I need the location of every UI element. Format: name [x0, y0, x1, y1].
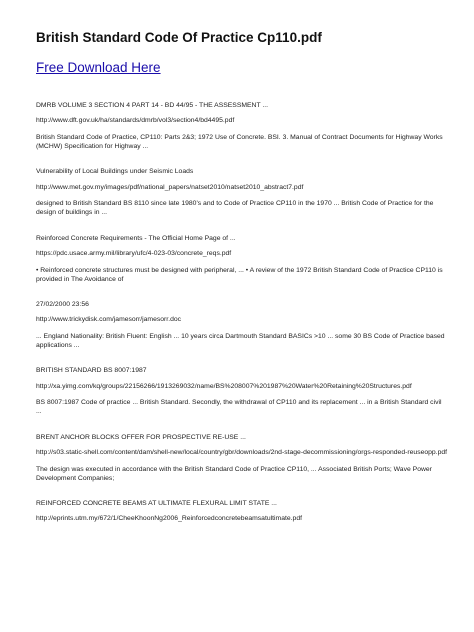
document-title: British Standard Code Of Practice Cp110.pdf — [36, 30, 322, 45]
result-title: REINFORCED CONCRETE BEAMS AT ULTIMATE FLEXURAL LIMIT STATE ... — [36, 499, 277, 507]
result-title: BRITISH STANDARD BS 8007:1987 — [36, 367, 147, 375]
result-entry — [36, 500, 448, 524]
result-description: BS 8007:1987 Code of practice ... British Standard. Secondly, the withdrawal of CP110 and its replacement ... in a British Standard civil ... — [36, 399, 442, 416]
result-url[interactable]: http://xa.yimg.com/kq/groups/22156266/1913269032/name/BS%208007%201987%20Water%20Retaining%20Structures.pdf — [36, 382, 412, 390]
result-url[interactable]: https://pdc.usace.army.mil/library/ufc/4-023-03/concrete_reqs.pdf — [36, 250, 232, 258]
result-title: 27/02/2000 23:56 — [36, 300, 89, 308]
result-description: ... England Nationality: British Fluent: English ... 10 years circa Dartmouth Standard BASICs >10 ... some 30 BS Code of Practice based applications ... — [36, 332, 445, 350]
result-description: designed to British Standard BS 8110 since late 1980's and to Code of Practice CP110 in the 1970 ... British Code of Practice for the design of buildings in ... — [36, 200, 434, 217]
result-entry — [36, 434, 448, 483]
result-description: The design was executed in accordance with the British Standard Code of Practice CP110, ... Associated British Ports; Wave Power Development Companies; — [36, 465, 432, 482]
result-description: British Standard Code of Practice, CP110: Parts 2&3; 1972 Use of Concrete. BSI. 3. Manual of Contract Documents for Highway Works (MCHW) Specification for Highway ... — [36, 133, 443, 151]
result-entry — [36, 235, 448, 284]
result-entry — [36, 367, 448, 416]
result-title: Reinforced Concrete Requirements - The Official Home Page of ... — [36, 234, 236, 242]
result-entry — [36, 102, 448, 151]
result-url[interactable]: http://www.met.gov.my/images/pdf/national_papers/natset2010/natset2010_abstract7.pdf — [36, 183, 304, 191]
result-url[interactable]: http://www.trickydisk.com/jamesorr/jamesorr.doc — [36, 316, 182, 324]
result-entry — [36, 301, 448, 350]
result-title: DMRB VOLUME 3 SECTION 4 PART 14 - BD 44/95 - THE ASSESSMENT ... — [36, 102, 269, 109]
free-download-link[interactable]: Free Download Here — [36, 60, 161, 75]
result-url[interactable]: http://s03.static-shell.com/content/dam/shell-new/local/country/gbr/downloads/2nd-stage-decommissioning/orgs-responded-reuseopp.pdf — [36, 449, 448, 457]
result-title: BRENT ANCHOR BLOCKS OFFER FOR PROSPECTIVE RE-USE ... — [36, 433, 246, 441]
result-url[interactable]: http://www.dft.gov.uk/ha/standards/dmrb/vol3/section4/bd4495.pdf — [36, 117, 235, 125]
result-entry — [36, 168, 448, 217]
result-title: Vulnerability of Local Buildings under Seismic Loads — [36, 168, 194, 176]
result-url[interactable]: http://eprints.utm.my/672/1/CheeKhoonNg2006_Reinforcedconcretebeamsatultimate.pdf — [36, 515, 302, 523]
result-description: • Reinforced concrete structures must be designed with peripheral, ... • A review of the 1972 British Standard Code of Practice CP110 is provided in The Avoidance of — [36, 266, 443, 283]
